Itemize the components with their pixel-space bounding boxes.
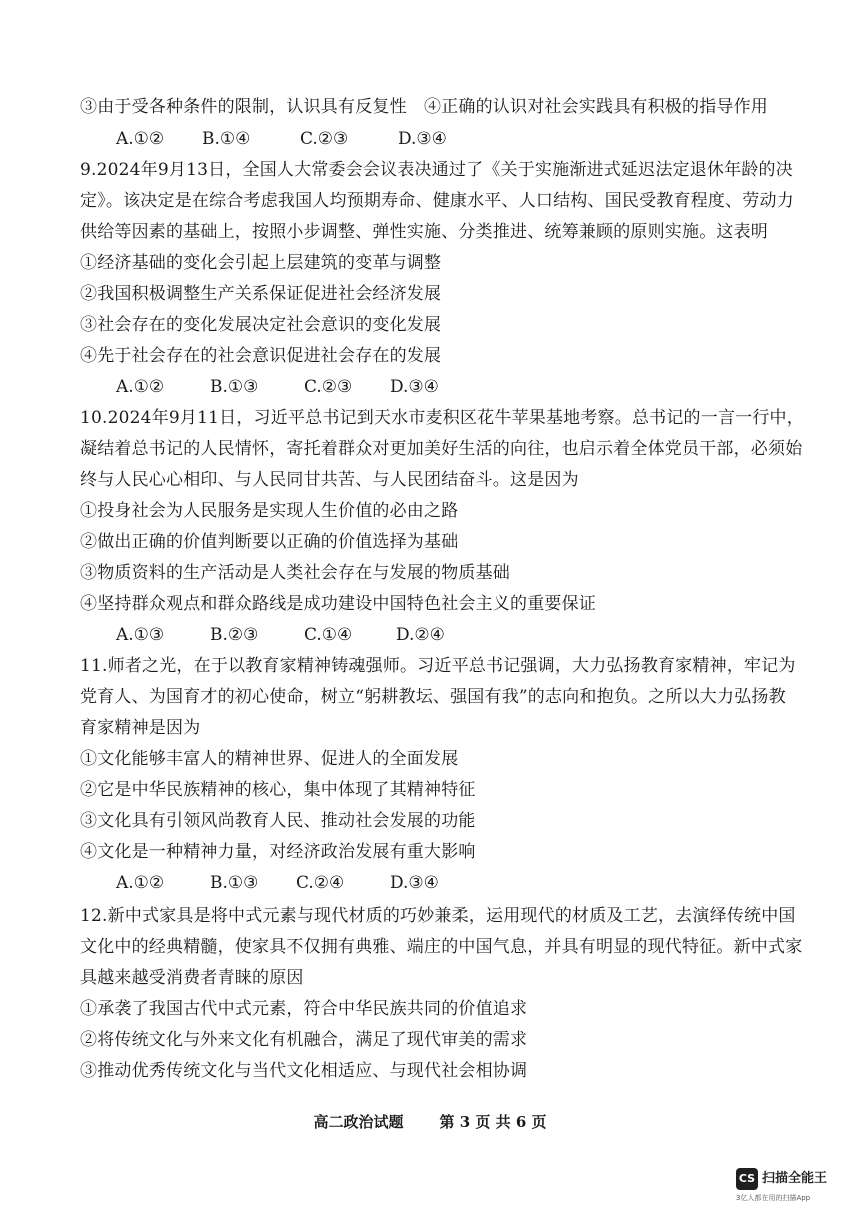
choice-item: ④先于社会存在的社会意识促进社会存在的发展 bbox=[80, 346, 442, 366]
choice-item: ①承袭了我国古代中式元素，符合中华民族共同的价值追求 bbox=[80, 999, 528, 1019]
text-line: 党育人、为国育才的初心使命，树立“躬耕教坛、强国有我”的志向和抱负。之所以大力弘扬教 bbox=[80, 687, 786, 707]
option-b: B.②③ bbox=[210, 625, 259, 645]
footer-page-info: 第 3 页 共 6 页 bbox=[439, 1113, 547, 1131]
choice-item: ②做出正确的价值判断要以正确的价值选择为基础 bbox=[80, 532, 459, 552]
question-9-line: 9.2024年9月13日，全国人大常委会会议表决通过了《关于实施渐进式延迟法定退休年龄的决 bbox=[80, 160, 793, 180]
option-b: B.①③ bbox=[210, 377, 259, 397]
option-a: A.①③ bbox=[116, 625, 165, 645]
choice-item: ④坚持群众观点和群众路线是成功建设中国特色社会主义的重要保证 bbox=[80, 594, 596, 614]
answer-options bbox=[116, 376, 439, 398]
footer-subject: 高二政治试题 bbox=[313, 1113, 404, 1131]
choice-item: ②将传统文化与外来文化有机融合，满足了现代审美的需求 bbox=[80, 1030, 528, 1050]
scanner-watermark bbox=[736, 1166, 846, 1206]
option-b: B.①④ bbox=[202, 129, 251, 149]
text-line: 终与人民心心相印、与人民同甘共苦、与人民团结奋斗。这是因为 bbox=[80, 470, 579, 490]
option-d: D.③④ bbox=[398, 129, 447, 149]
option-d: D.②④ bbox=[396, 625, 445, 645]
choice-item: ③推动优秀传统文化与当代文化相适应、与现代社会相协调 bbox=[80, 1061, 528, 1081]
text-line: 育家精神是因为 bbox=[80, 718, 201, 738]
text-line: 文化中的经典精髓，使家具不仅拥有典雅、端庄的中国气息，并具有明显的现代特征。新中式家 bbox=[80, 937, 803, 957]
question-11-line: 11.师者之光，在于以教育家精神铸魂强师。习近平总书记强调，大力弘扬教育家精神，牢记为 bbox=[80, 656, 796, 676]
choice-item: ③社会存在的变化发展决定社会意识的变化发展 bbox=[80, 315, 442, 335]
option-c: C.②③ bbox=[300, 129, 349, 149]
choice-item: ②我国积极调整生产关系保证促进社会经济发展 bbox=[80, 284, 442, 304]
page-footer bbox=[0, 1112, 860, 1132]
scanner-tagline: 3亿人都在用的扫描App bbox=[736, 1194, 811, 1202]
choice-item: ③物质资料的生产活动是人类社会存在与发展的物质基础 bbox=[80, 563, 510, 583]
answer-options bbox=[116, 624, 445, 646]
option-a: A.①② bbox=[116, 377, 165, 397]
choice-item: ③文化具有引领风尚教育人民、推动社会发展的功能 bbox=[80, 811, 476, 831]
question-12-line: 12.新中式家具是将中式元素与现代材质的巧妙兼柔，运用现代的材质及工艺，去演绎传统中国 bbox=[80, 906, 796, 926]
text-line: ③由于受各种条件的限制，认识具有反复性 ④正确的认识对社会实践具有积极的指导作用 bbox=[80, 97, 768, 117]
answer-options bbox=[116, 872, 439, 894]
choice-item: ①文化能够丰富人的精神世界、促进人的全面发展 bbox=[80, 749, 459, 769]
option-a: A.①② bbox=[116, 873, 165, 893]
option-d: D.③④ bbox=[390, 873, 439, 893]
option-c: C.②③ bbox=[304, 377, 353, 397]
choice-item: ①经济基础的变化会引起上层建筑的变革与调整 bbox=[80, 253, 442, 273]
camscanner-logo-icon: CS bbox=[736, 1168, 758, 1190]
choice-item: ②它是中华民族精神的核心，集中体现了其精神特征 bbox=[80, 780, 476, 800]
option-c: C.②④ bbox=[296, 873, 345, 893]
option-a: A.①② bbox=[116, 129, 165, 149]
text-line: 凝结着总书记的人民情怀，寄托着群众对更加美好生活的向往，也启示着全体党员干部，必须始 bbox=[80, 439, 803, 459]
choice-item: ①投身社会为人民服务是实现人生价值的必由之路 bbox=[80, 501, 459, 521]
answer-options bbox=[116, 128, 447, 150]
text-line: 定》。该决定是在综合考虑我国人均预期寿命、健康水平、人口结构、国民受教育程度、劳动力 bbox=[80, 191, 794, 211]
option-d: D.③④ bbox=[390, 377, 439, 397]
text-line: 供给等因素的基础上，按照小步调整、弹性实施、分类推进、统筹兼顾的原则实施。这表明 bbox=[80, 222, 768, 242]
scanner-app-name: 扫描全能王 bbox=[762, 1171, 828, 1186]
option-b: B.①③ bbox=[210, 873, 259, 893]
text-line: 具越来越受消费者青睐的原因 bbox=[80, 968, 304, 988]
option-c: C.①④ bbox=[304, 625, 353, 645]
choice-item: ④文化是一种精神力量，对经济政治发展有重大影响 bbox=[80, 842, 476, 862]
question-10-line: 10.2024年9月11日，习近平总书记到天水市麦积区花牛苹果基地考察。总书记的一言一行中， bbox=[80, 408, 804, 428]
